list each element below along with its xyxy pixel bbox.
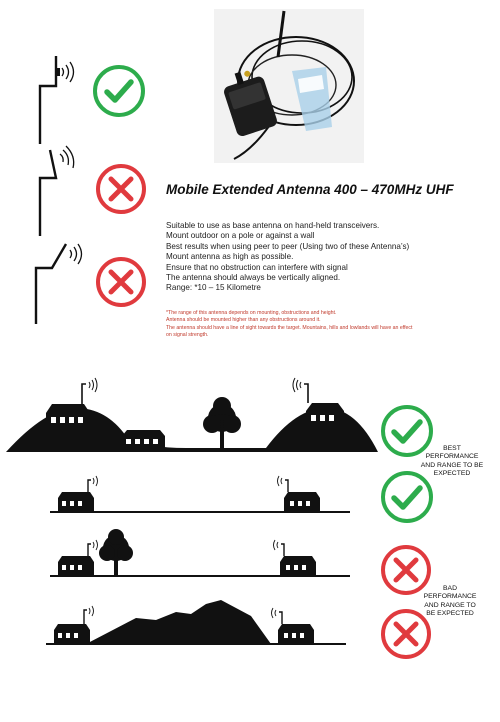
note-line: *The range of this antenna depends on mounting, obstructions and height. (166, 310, 337, 316)
scenario-tree-obstruction (50, 530, 350, 580)
house-icon (58, 492, 94, 512)
tree-icon (203, 397, 241, 448)
list-item: Best results when using peer to peer (Using two of these Antenna’s) (166, 241, 410, 251)
cross-icon (95, 163, 147, 215)
radio-waves-icon (274, 540, 279, 550)
list-item: The antenna should always be vertically aligned. (166, 273, 341, 283)
radio-waves-icon (93, 476, 98, 486)
mount-diagram-vertical (30, 56, 90, 146)
house-icon (284, 492, 320, 512)
list-item: Range: *10 – 15 Kilometre (166, 283, 261, 293)
product-photo (214, 9, 364, 163)
best-performance-label: BEST PERFORMANCE AND RANGE TO BE EXPECTED (420, 445, 484, 478)
note-line: on signal strength. (166, 331, 209, 338)
scenario-flat-clear (50, 476, 350, 516)
radio-waves-icon (89, 606, 94, 616)
house-icon (278, 624, 314, 644)
radio-waves-icon (62, 62, 74, 82)
cross-icon (380, 608, 432, 660)
antenna-radio-illustration (214, 9, 364, 163)
house-icon (306, 403, 344, 426)
radio-waves-icon (70, 244, 82, 264)
tree-icon (99, 529, 133, 576)
scenario-hills (6, 378, 378, 453)
check-icon (93, 65, 145, 117)
list-item: Ensure that no obstruction can interfere with signal (166, 262, 348, 272)
mount-diagram-tilted-back (30, 148, 90, 238)
mount-diagram-tilted-forward (30, 236, 100, 326)
product-title: Mobile Extended Antenna 400 – 470MHz UHF (166, 182, 454, 197)
note-line: The antenna should have a line of sight towards the target. Mountains, hills and lowlands will have an effect (166, 324, 413, 331)
radio-waves-icon (89, 378, 97, 392)
house-icon (54, 624, 90, 644)
radio-waves-icon (272, 608, 277, 618)
radio-waves-icon (93, 540, 98, 550)
cross-icon (95, 256, 147, 308)
radio-waves-icon (293, 378, 301, 392)
radio-waves-icon (60, 146, 74, 168)
house-icon (280, 556, 316, 576)
bad-performance-label: BAD PERFORMANCE AND RANGE TO BE EXPECTED (423, 585, 477, 618)
house-icon (46, 404, 90, 429)
range-notes (166, 310, 496, 339)
scenario-mountain-obstruction (46, 598, 346, 648)
radio-waves-icon (278, 476, 283, 486)
house-icon (122, 430, 165, 448)
feature-list (166, 221, 496, 294)
house-icon (58, 556, 94, 576)
note-line: Antenna should be mounted higher than any obstructions around it. (166, 317, 321, 324)
list-item: Suitable to use as base antenna on hand-held transceivers. (166, 221, 380, 230)
check-icon (380, 470, 434, 524)
list-item: Mount antenna as high as possible. (166, 252, 294, 262)
list-item: Mount outdoor on a pole or against a wall (166, 231, 315, 241)
